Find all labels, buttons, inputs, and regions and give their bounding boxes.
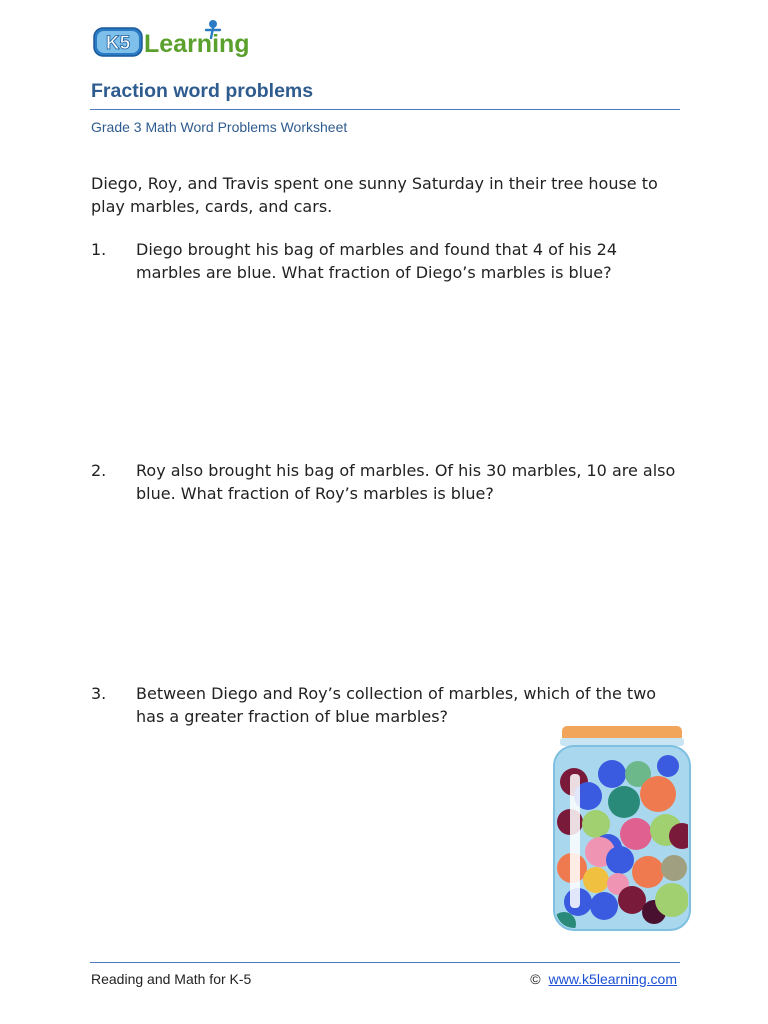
footer-website-link[interactable]: www.k5learning.com [548,971,677,987]
question-2-text: Roy also brought his bag of marbles. Of his 30 marbles, 10 are also blue. What fraction of Roy’s marbles is blue? [136,461,676,503]
intro-paragraph: Diego, Roy, and Travis spent one sunny Saturday in their tree house to play marbles, cards, and cars. [91,174,658,216]
marble-jar-illustration [548,724,696,934]
footer-divider [90,962,680,963]
question-3-text: Between Diego and Roy’s collection of marbles, which of the two has a greater fraction of blue marbles? [136,684,657,726]
question-1-text: Diego brought his bag of marbles and found that 4 of his 24 marbles are blue. What fraction of Diego’s marbles is blue? [136,240,618,282]
logo-learning-text: Learning [144,30,250,58]
question-3-number: 3. [91,684,107,703]
logo-k5-text: K5 [105,33,131,54]
header-divider [90,109,680,110]
page-title: Fraction word problems [91,80,314,102]
copyright-symbol: © [530,971,541,987]
k5-learning-logo [92,14,262,62]
question-1-number: 1. [91,240,107,259]
footer-tagline: Reading and Math for K-5 [91,971,252,987]
jar-highlight [570,774,580,908]
footer-copyright [530,971,677,987]
question-2-number: 2. [91,461,107,480]
page-subtitle: Grade 3 Math Word Problems Worksheet [91,119,348,135]
